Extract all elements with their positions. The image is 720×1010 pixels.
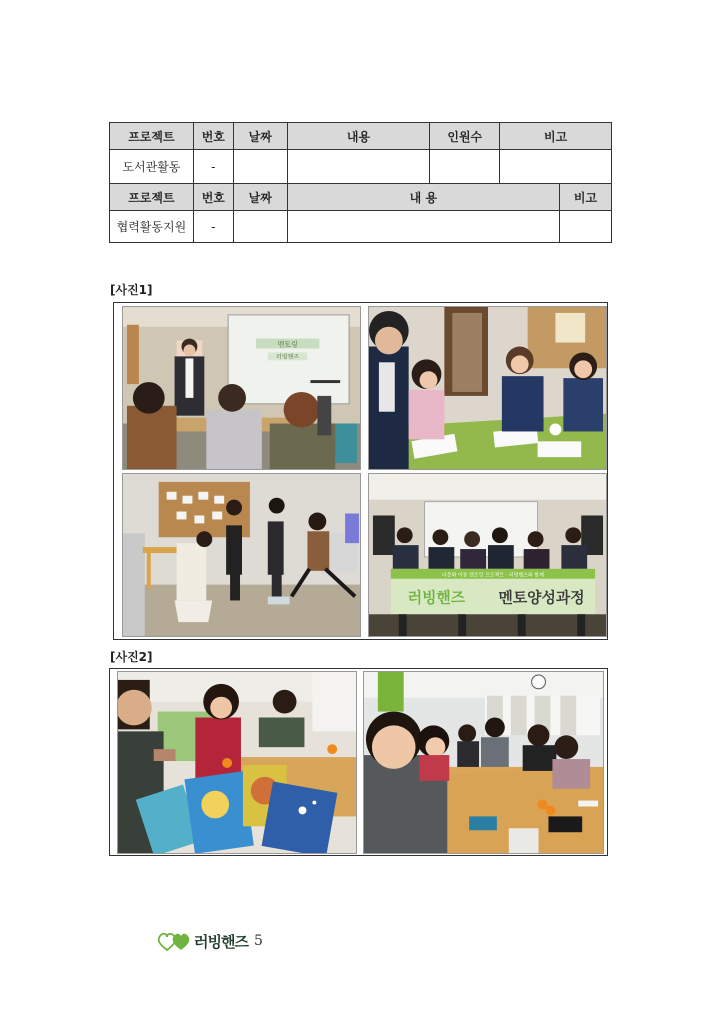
photo-lecture-room xyxy=(122,306,361,470)
header-headcount: 인원수 xyxy=(430,123,500,150)
cell-remarks xyxy=(500,150,612,184)
header-number: 번호 xyxy=(193,184,233,211)
photo-caption-2: [사진2] xyxy=(110,650,153,664)
activity-table-cooperation xyxy=(109,183,612,243)
header-date: 날짜 xyxy=(233,123,287,150)
cell-date xyxy=(233,150,287,184)
banner-brand: 러빙핸즈 xyxy=(407,589,466,607)
photo-activity-game xyxy=(122,473,361,637)
photo-selfie-group xyxy=(363,671,604,854)
header-project: 프로젝트 xyxy=(110,184,194,211)
table-row xyxy=(110,150,612,184)
table-header-row xyxy=(110,184,612,211)
banner-subtitle: 다문화 아동 멘토링 프로젝트 · 러빙핸즈와 함께 xyxy=(442,572,544,579)
cell-number: - xyxy=(193,150,233,184)
header-remarks: 비고 xyxy=(500,123,612,150)
page-footer xyxy=(157,928,263,954)
cell-number: - xyxy=(193,211,233,243)
cell-content xyxy=(287,150,430,184)
footer-brand: 러빙핸즈 xyxy=(194,932,248,951)
cell-project: 협력활동지원 xyxy=(110,211,194,243)
cell-date xyxy=(233,211,287,243)
screen-text-2: 러빙핸즈 xyxy=(276,353,300,361)
photo-card-game xyxy=(117,671,357,854)
banner-title: 멘토양성과정 xyxy=(498,589,585,607)
cell-remarks xyxy=(560,211,612,243)
header-number: 번호 xyxy=(193,123,233,150)
cell-headcount xyxy=(430,150,500,184)
photo-group-banner xyxy=(368,473,607,637)
header-content: 내 용 xyxy=(287,184,559,211)
activity-table-library xyxy=(109,122,612,184)
header-remarks: 비고 xyxy=(560,184,612,211)
cell-content xyxy=(287,211,559,243)
photo-workshop-table xyxy=(368,306,607,470)
header-content: 내용 xyxy=(287,123,430,150)
cell-project: 도서관활동 xyxy=(110,150,194,184)
screen-text-1: 멘토링 xyxy=(277,340,298,349)
table-row xyxy=(110,211,612,243)
hearts-logo-icon xyxy=(157,930,191,952)
header-date: 날짜 xyxy=(233,184,287,211)
page-number: 5 xyxy=(253,933,263,949)
table-header-row xyxy=(110,123,612,150)
photo-caption-1: [사진1] xyxy=(110,283,153,297)
header-project: 프로젝트 xyxy=(110,123,194,150)
